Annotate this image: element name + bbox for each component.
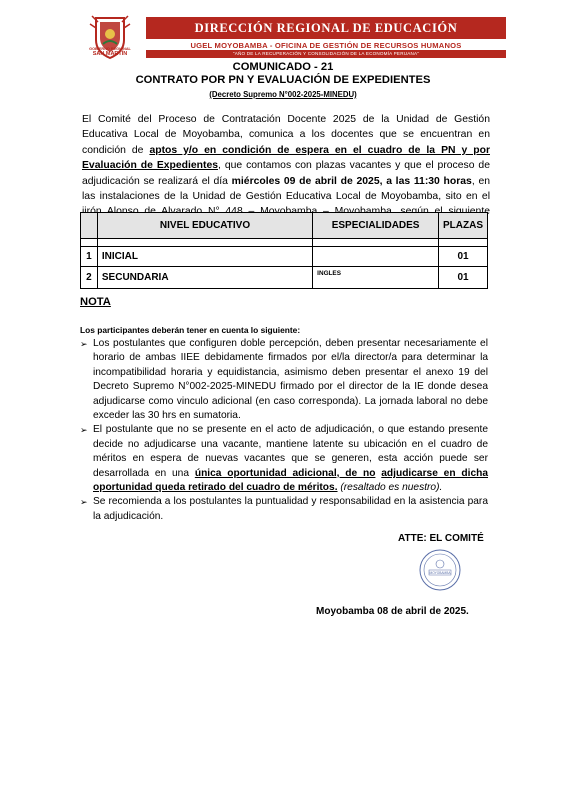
place-date: Moyobamba 08 de abril de 2025. bbox=[316, 606, 469, 617]
table-header-plazas: PLAZAS bbox=[439, 213, 488, 239]
table-header-num bbox=[81, 213, 98, 239]
intro-highlight-date: miércoles 09 de abril de 2025, a las 11:30 horas bbox=[231, 175, 472, 187]
arrow-bullet-icon: ➢ bbox=[80, 339, 88, 349]
list-item: ➢ El postulante que no se presente en el acto de adjudicación, o que estando presente decide no adjudicarse una vacante, mantiene latente su ubicación en el cuadro de méritos en espera de nuevas vacantes que se generen, esta acción puede ser desarrollada en una única oportunidad adicional, de no adjudicarse en dicha oportunidad queda retirado del cuadro de méritos. (resaltado es nuestro). bbox=[80, 424, 488, 494]
vacancies-table bbox=[80, 212, 488, 289]
table-header-row bbox=[81, 213, 488, 239]
crest-caption: SAN MARTÍN bbox=[92, 51, 128, 57]
list-item: ➢ Se recomienda a los postulantes la puntualidad y responsabilidad en la asistencia para la adjudicación. bbox=[80, 496, 488, 522]
intro-highlight-aptos: aptos y/o en condición de espera en el cuadro de la PN y por Evaluación de Expedientes bbox=[82, 144, 490, 172]
intro-paragraph: El Comité del Proceso de Contratación Docente 2025 de la Unidad de Gestión Educativa Local de Moyobamba, comunica a los docentes que se encuentran en condición de aptos y/o en condición de espera en el cuadro de la PN y por Evaluación de Expedientes, que contamos con plazas vacantes y que el proceso de adjudicación se realizará el día miércoles 09 de abril de 2025, a las 11:30 horas, en las instalaciones de la Unidad de Gestión Educativa Local de Moyobamba, sito en el jirón Alonso de Alvarado N° 448 – Moyobamba – Moyobamba, según el siguiente cuadro: bbox=[82, 114, 490, 233]
signature-atte: ATTE: EL COMITÉ bbox=[398, 533, 484, 544]
nota-heading: NOTA bbox=[80, 296, 111, 308]
crest-caption-small: GOBIERNO REGIONAL bbox=[89, 47, 131, 51]
table-spacer-row bbox=[81, 239, 488, 247]
comunicado-title: COMUNICADO - 21 bbox=[232, 61, 334, 73]
arrow-bullet-icon: ➢ bbox=[80, 425, 88, 436]
committee-seal-stamp bbox=[418, 548, 462, 592]
list-item: ➢ Los postulantes que configuren doble percepción, deben presentar necesariamente el horario de ambas IIEE debidamente firmados por el/la director/a para determinar la incompatibilidad horaria y equidistancia, asimismo deben presentar el anexo 19 del Decreto Supremo N°002-2025-MINEDU firmado por el director de la IE donde desea adjudicarse como vinculo adicional (en caso corresponda). La jornada laboral no debe exceder las 30 hrs en sumatoria. bbox=[80, 338, 488, 422]
table-header-especialidades: ESPECIALIDADES bbox=[313, 213, 439, 239]
nota-list bbox=[80, 337, 488, 524]
table-row: 1 INICIAL 01 bbox=[81, 247, 488, 267]
header-banner: DIRECCIÓN REGIONAL DE EDUCACIÓN bbox=[146, 17, 506, 39]
decree-reference: (Decreto Supremo N°002-2025-MINEDU) bbox=[209, 90, 357, 99]
table-row: 2 SECUNDARIA INGLES 01 bbox=[81, 267, 488, 289]
svg-text:MOYOBAMBA: MOYOBAMBA bbox=[429, 571, 451, 575]
arrow-bullet-icon: ➢ bbox=[80, 497, 88, 508]
table-header-nivel: NIVEL EDUCATIVO bbox=[97, 213, 312, 239]
nota-lead: Los participantes deberán tener en cuenta lo siguiente: bbox=[80, 325, 301, 335]
header-subbanner: UGEL MOYOBAMBA - OFICINA DE GESTIÓN DE RECURSOS HUMANOS bbox=[190, 41, 462, 50]
header-motto: "AÑO DE LA RECUPERACIÓN Y CONSOLIDACIÓN DE LA ECONOMÍA PERUANA" bbox=[146, 50, 506, 58]
comunicado-subtitle: CONTRATO POR PN Y EVALUACIÓN DE EXPEDIENTES bbox=[135, 74, 431, 86]
